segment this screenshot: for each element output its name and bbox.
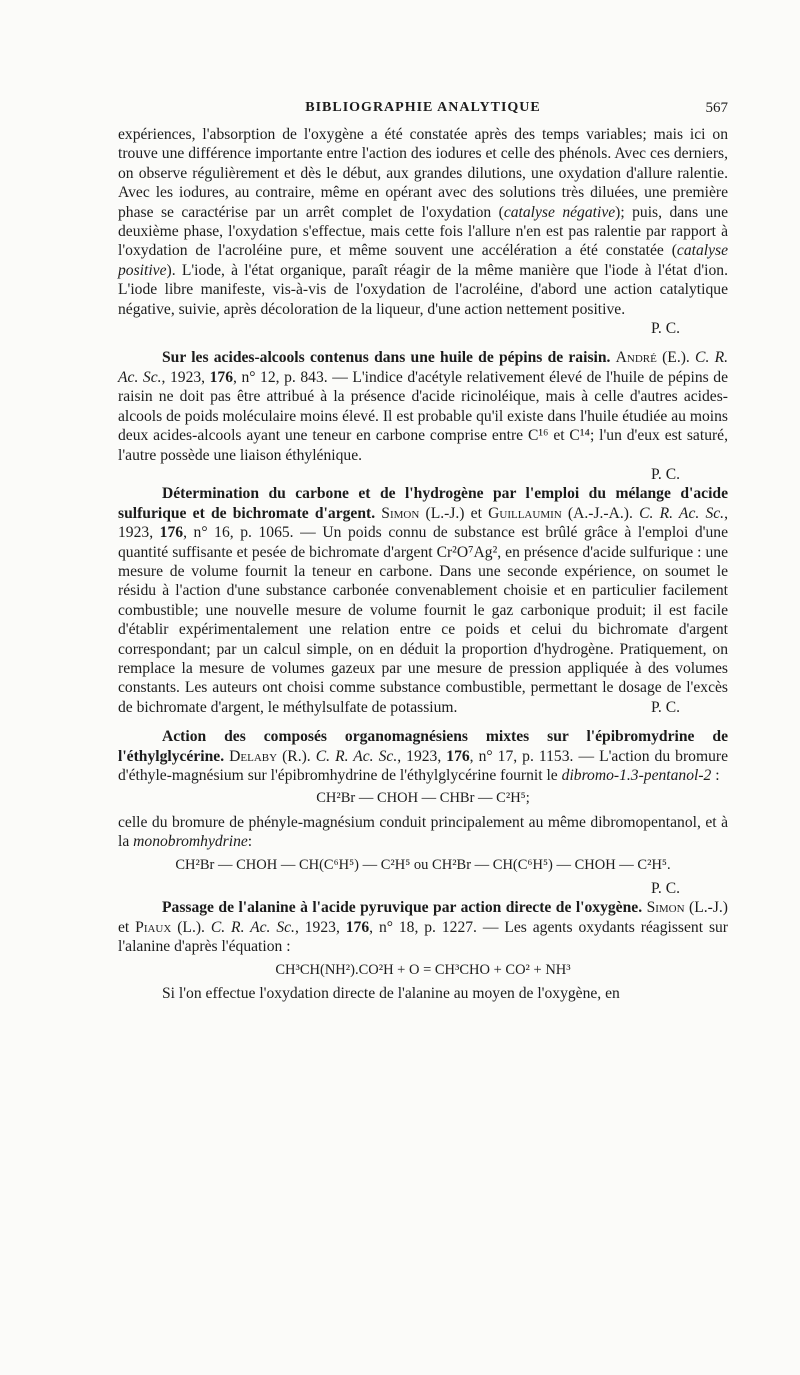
signature: P. C.: [650, 698, 680, 716]
abstract-title: Passage de l'alanine à l'acide pyruvique par action directe de l'oxygène.: [162, 899, 643, 917]
intro-paragraph: expériences, l'absorption de l'oxygène a été constatée après des temps variables; mais ici on trouve une différence importante entre l'action des iodures et celle des phénols. Avec ces derniers, on observe régulièrement et dès le début, aux grandes dilutions, une oxydation d'allure ralentie. Avec les iodures, au contraire, même en opérant avec des solutions très diluées, une première phase se caractérise par un arrêt complet de l'oxydation (catalyse négative); puis, dans une deuxième phase, l'oxydation s'effectue, mais cette fois l'allure n'en est pas ralentie par rapport à l'oxydation de l'acroléine pure, et même souvent une accélération a été constatée (catalyse positive). L'iode, à l'état organique, paraît réagir de la même manière que l'iode à l'état d'ion. L'iode libre manifeste, vis-à-vis de l'oxydation de l'acroléine, d'abord une action catalytique négative, suivie, après décoloration de la liqueur, d'une action nettement positive.: [118, 126, 729, 318]
journal: C. R. Ac. Sc.: [210, 918, 295, 936]
running-header: [118, 100, 728, 124]
paragraph: celle du bromure de phényle-magnésium conduit principalement au même dibromopentanol, et à la monobromhydrine:: [118, 813, 728, 851]
paragraph: Si l'on effectue l'oxydation directe de l'alanine au moyen de l'oxygène, en: [162, 985, 620, 1003]
author: Simon: [381, 504, 420, 522]
chemical-formula: CH²Br — CHOH — CH(C⁶H⁵) — C²H⁵ ou CH²Br — CH(C⁶H⁵) — CHOH — C²H⁵.: [175, 856, 671, 873]
author: André: [615, 349, 657, 367]
author: Delaby: [229, 747, 278, 765]
chemical-formula: CH²Br — CHOH — CHBr — C²H⁵;: [316, 790, 530, 807]
journal: C. R. Ac. Sc.: [639, 504, 725, 522]
body-text: [118, 125, 728, 1003]
signature: P. C.: [650, 465, 680, 483]
author: Guillaumin: [488, 504, 562, 522]
volume: 176: [209, 368, 234, 386]
author: Simon: [646, 899, 685, 917]
abstract-entry: Action des composés organomagnésiens mixtes sur l'épibromydrine de l'éthylglycérine. Delaby (R.). C. R. Ac. Sc., 1923, 176, n° 17, p. 1153. — L'action du bromure d'éthyle-magnésium sur l'épibromhydrine de l'éthylglycérine fournit le dibromo-1.3-pentanol-2 :: [118, 728, 728, 784]
volume: 176: [159, 524, 184, 542]
abstract-entry: Sur les acides-alcools contenus dans une huile de pépins de raisin. André (E.). C. R. Ac. Sc., 1923, 176, n° 12, p. 843. — L'indice d'acétyle relativement élevé de l'huile de pépins de raisin ne doit pas être attribué à la présence d'acide ricinoléique, mais à celle d'autres acides-alcools de poids moléculaire moins élevé. Il est probable qu'il existe dans l'huile étudiée au moins deux acides-alcools ayant une teneur en carbone comprise entre C¹⁶ et C¹⁴; l'un d'eux est saturé, l'autre possède une liaison éthylénique.: [118, 349, 728, 464]
running-title: BIBLIOGRAPHIE ANALYTIQUE: [305, 100, 541, 115]
abstract-entry: Détermination du carbone et de l'hydrogène par l'emploi du mélange d'acide sulfurique et de bichromate d'argent. Simon (L.-J.) et Guillaumin (A.-J.-A.). C. R. Ac. Sc., 1923, 176, n° 16, p. 1065. — Un poids connu de substance est brûlé grâce à l'emploi d'une quantité suffisante et pesée de bichromate d'argent Cr²O⁷Ag², en présence d'acide sulfurique : une mesure de volume fournit la teneur en carbone. Dans une seconde expérience, on soumet le résidu à l'action d'une substance carbonée convenablement choisie et en particulier facilement combustible; une nouvelle mesure de volume fournit le gaz carbonique produit; il est facile d'établir expérimentalement une relation entre ce poids et celui du bichromate d'argent correspondant; par un calcul simple, on en déduit la proportion d'hydrogène. Pratiquement, on remplace la mesure de volumes gazeux par une mesure de pression appliquée à des volumes constants. Les auteurs ont choisi comme substance combustible, permettant le dosage de l'excès de bichromate d'argent, le méthylsulfate de potassium. P. C.: [118, 485, 728, 716]
signature: P. C.: [650, 880, 680, 898]
volume: 176: [446, 747, 470, 765]
journal: C. R. Ac. Sc.: [118, 349, 728, 386]
abstract-title: Action des composés organomagnésiens mixtes sur l'épibromydrine de l'éthylglycérine.: [118, 728, 728, 765]
chemical-formula: CH³CH(NH²).CO²H + O = CH³CHO + CO² + NH³: [275, 961, 571, 978]
signature: P. C.: [650, 320, 680, 338]
abstract-title: Sur les acides-alcools contenus dans une huile de pépins de raisin.: [162, 349, 611, 367]
author: Piaux: [135, 918, 172, 936]
abstract-title: Détermination du carbone et de l'hydrogène par l'emploi du mélange d'acide sulfurique et de bichromate d'argent.: [118, 485, 728, 522]
journal: C. R. Ac. Sc.: [315, 747, 398, 765]
volume: 176: [345, 918, 370, 936]
abstract-entry: Passage de l'alanine à l'acide pyruvique par action directe de l'oxygène. Simon (L.-J.) et Piaux (L.). C. R. Ac. Sc., 1923, 176, n° 18, p. 1227. — Les agents oxydants réagissent sur l'alanine d'après l'équation :: [118, 899, 729, 956]
page-number: 567: [705, 100, 728, 116]
